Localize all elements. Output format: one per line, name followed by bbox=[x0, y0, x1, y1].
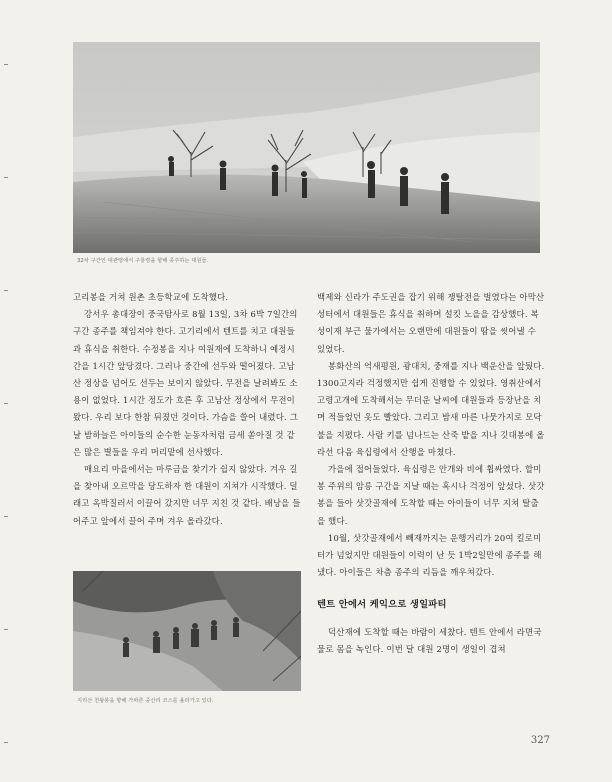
edge-mark bbox=[4, 742, 8, 743]
paragraph: 덕산재에 도착할 때는 바람이 세찼다. 텐트 안에서 라면국물로 몸을 녹인다. 이번 달 대원 2명이 생일이 겹쳐 bbox=[317, 626, 542, 654]
snowy-ridge-hikers-photo bbox=[73, 42, 540, 253]
paragraph: 강서우 총대장이 중국탐사로 8월 13일, 3차 6박 7일간의 구간 종주를 책임져야 한다. 고기리에서 텐트를 치고 대원들과 휴식을 취한다. 수정봉을 지나 여원재에 도착하니 예정시간을 1시간 앞당겼다. 그러나 중간에 선두와 떨어졌다. 고남산 정상을 넘어도 선두는 보이지 않았다. 무전을 날려봐도 소용이 없었다. 1시간 정도가 흐른 후 고남산 정상에서 무전이 왔다. 우리 보다 한참 뒤졌던 것이다. 가슴을 쓸어 내렸다. 그날 밤하늘은 아이들의 순수한 눈동자처럼 금세 쏟아질 것 같은 많은 별들을 우리 머리맡에 선사했다. bbox=[73, 309, 299, 457]
mountain-trail-hikers-photo bbox=[73, 571, 301, 691]
edge-mark bbox=[4, 516, 8, 517]
top-photo-caption: 32차 구간인 대관령에서 구룡령을 향해 종주하는 대원들. bbox=[77, 258, 209, 264]
edge-mark bbox=[4, 629, 8, 630]
bottom-photo-caption: 지리산 천왕봉을 향해 가파른 중산리 코스를 올라가고 있다. bbox=[77, 698, 214, 704]
paragraph: 매요리 마을에서는 마루금을 찾기가 쉽지 않았다. 겨우 길을 찾아내 오르막을 당도하자 한 대원이 지쳐가 시작했다. 덜래고 옥박질러서 이끌어 갔지만 너무 지친 것 같다. 배낭을 들어주고 앞에서 끌어 주며 겨우 올라갔다. bbox=[73, 464, 301, 526]
left-column bbox=[73, 289, 301, 530]
paragraph: 백제와 신라가 주도권을 잡기 위해 쟁탈전을 벌였다는 아막산성터에서 대원들은 휴식을 취하며 설킷 노을을 감상했다. 복성이재 부근 물가에서는 오랜만에 대원들이 땀을 씻어낼 수 있었다. bbox=[317, 292, 545, 354]
page-number: 327 bbox=[530, 735, 550, 746]
section-subheading: 텐트 안에서 케익으로 생일파티 bbox=[317, 599, 447, 611]
paragraph: 고리봉을 거쳐 원촌 초등학교에 도착했다. bbox=[73, 292, 229, 302]
edge-mark bbox=[4, 403, 8, 404]
paragraph: 봉화산의 억새평원, 광대치, 중재를 지나 백운산을 앞뒀다. 1300고지라 걱정했지만 쉽게 진행할 수 있었다. 영취산에서 고령고개에 도착해서는 무더운 날씨에 대원들과 등장난을 치며 적들었던 옷도 빨았다. 그리고 밤새 마른 나뭇가지로 모닥불을 지폈다. 사람 키를 넘나드는 산죽 밭을 지나 깃대봉에 올라선 다음 육십령에서 산행을 마쳤다. bbox=[317, 360, 545, 457]
paragraph: 10월, 삿갓골재에서 빼재까지는 운행거리가 20여 킬로미터가 넘었지만 대원들이 이력이 난 듯 1박2일만에 종주를 해냈다. 아이들은 차츰 종주의 리듬을 깨우쳐갔다. bbox=[317, 532, 542, 578]
right-column bbox=[317, 289, 545, 658]
paragraph: 가을에 접어들었다. 육십령은 안개와 비에 휩싸였다. 할미봉 주위의 암릉 구간을 지날 때는 혹시나 걱정이 앞섰다. 삿갓봉을 들아 삿갓골재에 도착할 때는 아이들이 너무 지쳐 탈출을 했다. bbox=[317, 464, 545, 526]
edge-mark bbox=[4, 290, 8, 291]
edge-mark bbox=[4, 177, 8, 178]
edge-mark bbox=[4, 64, 8, 65]
